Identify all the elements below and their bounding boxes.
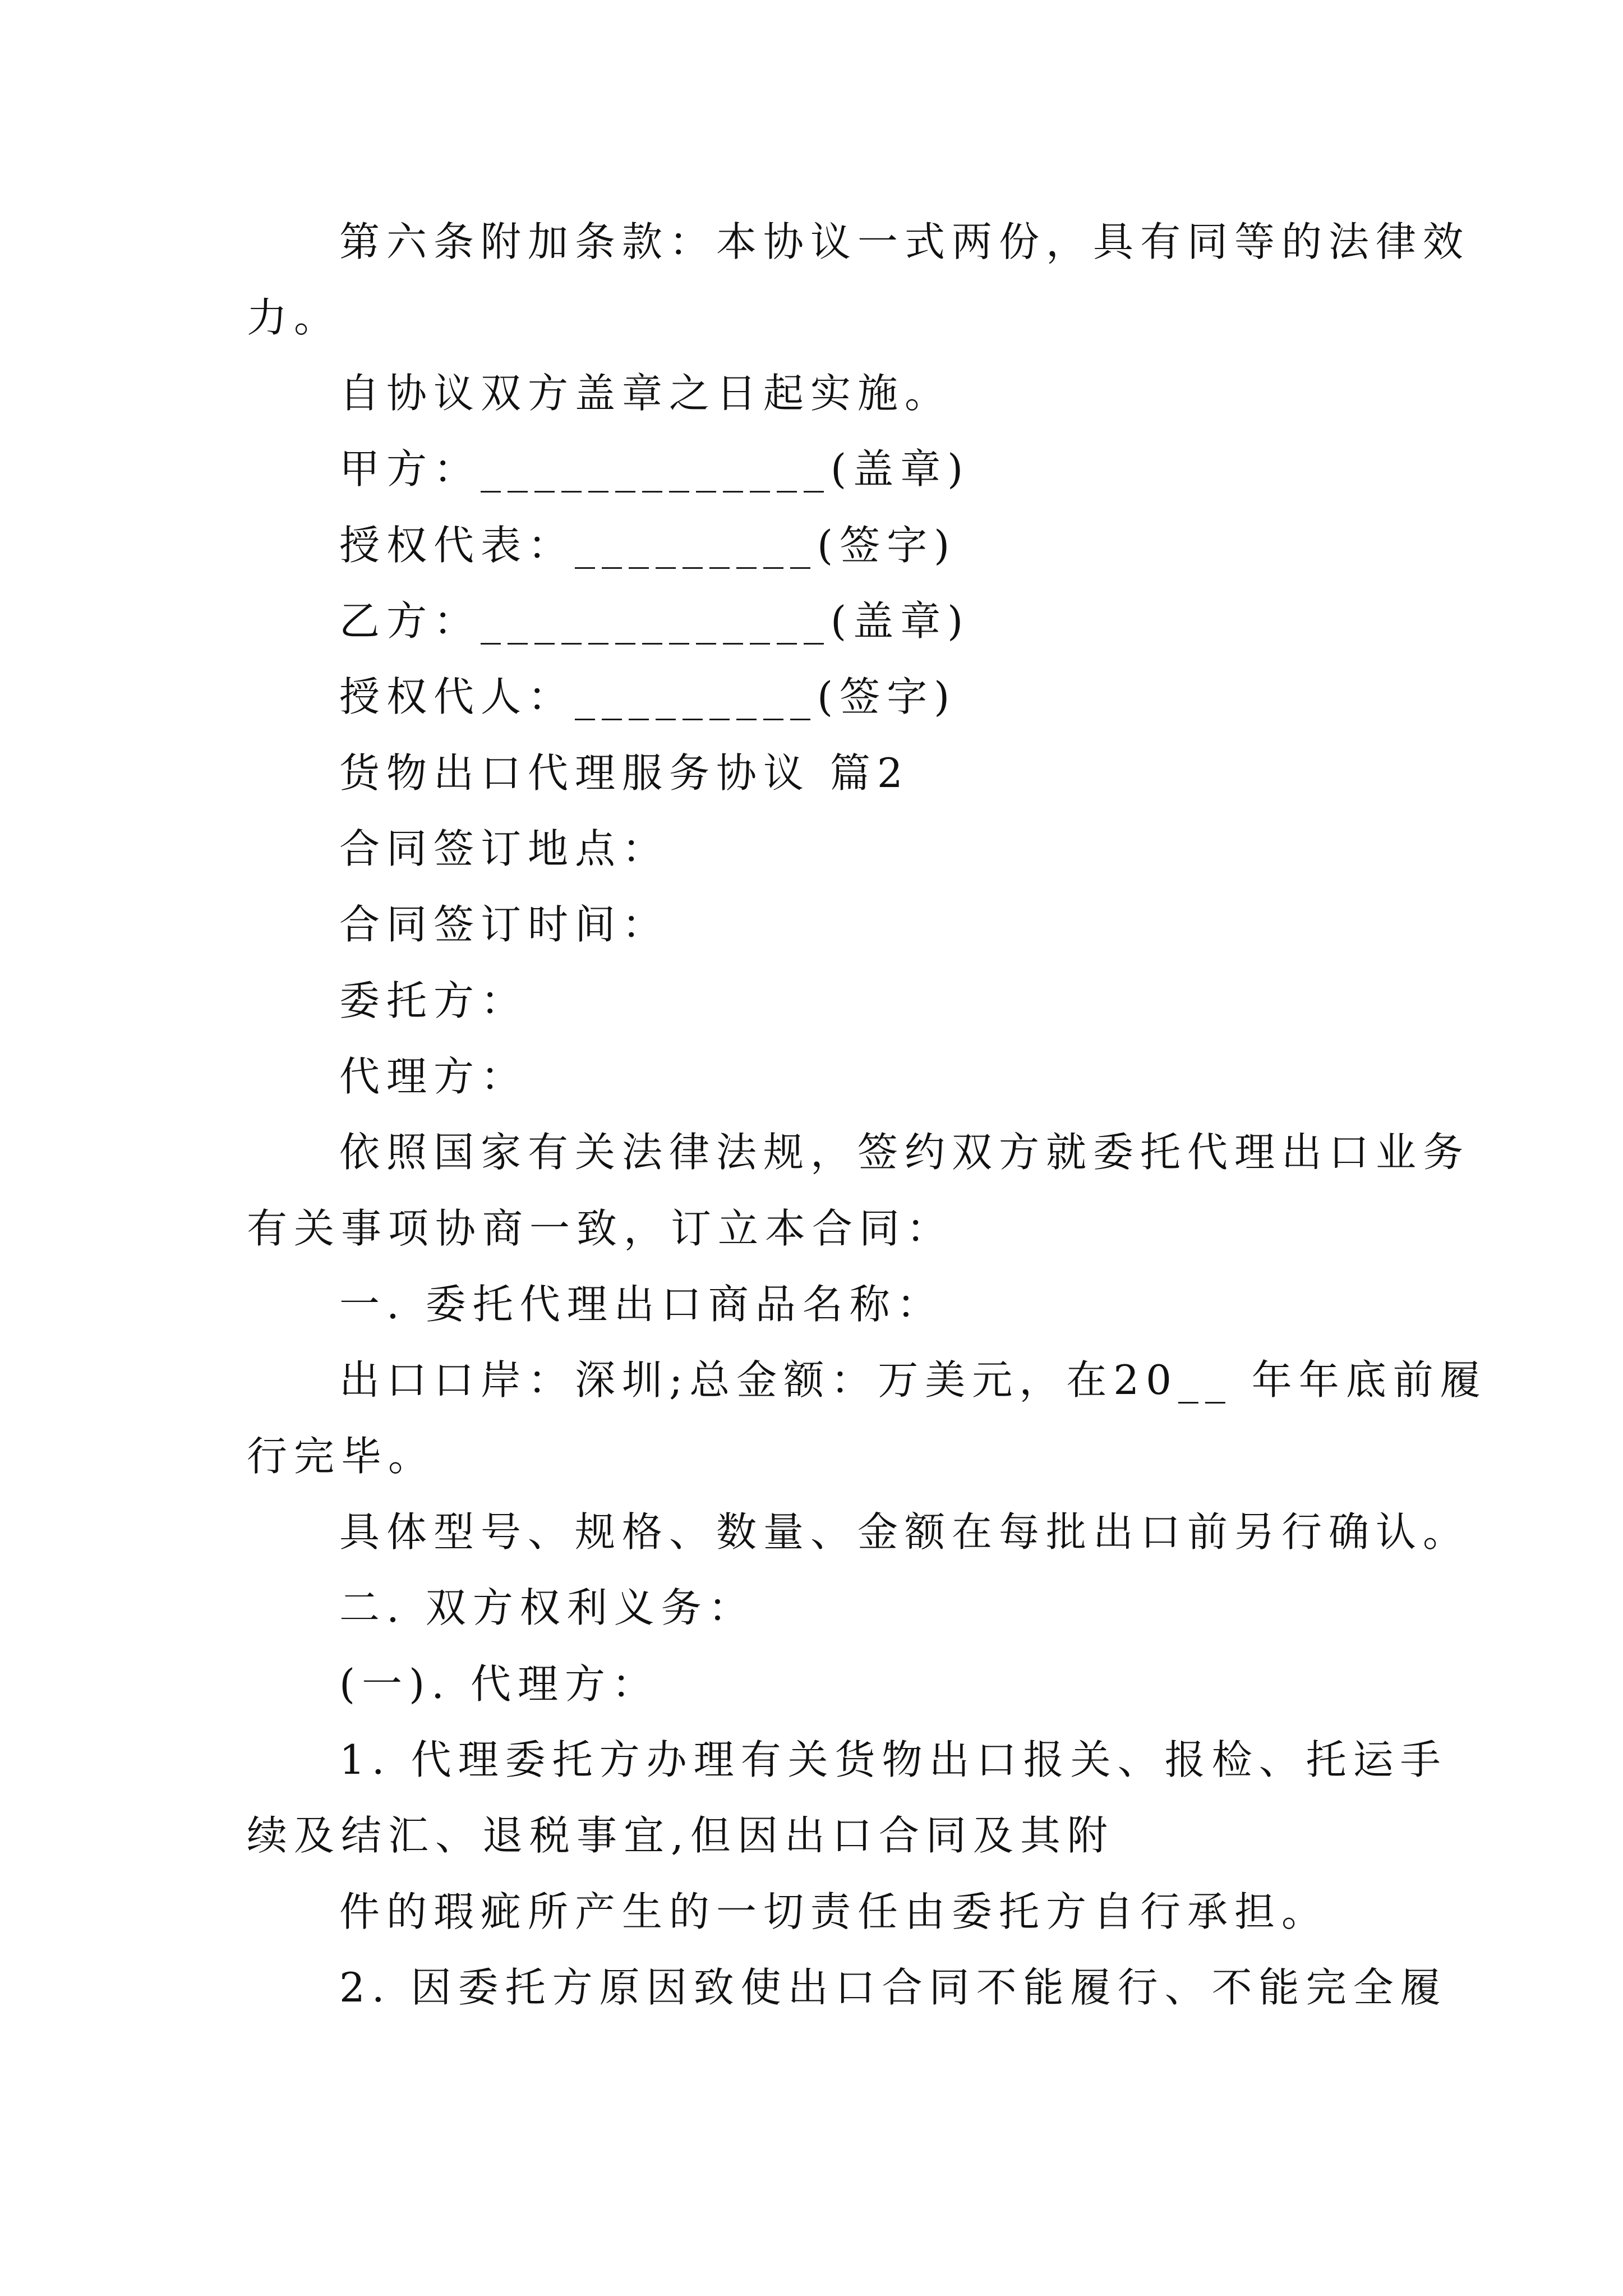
text-line: 自协议双方盖章之日起实施。 (339, 370, 952, 417)
text-line: 合同签订时间： (339, 901, 670, 948)
text-line: 代理方： (339, 1053, 528, 1100)
text-line: 2. 因委托方原因致使出口合同不能履行、不能完全履 (339, 1964, 1447, 2011)
text-line: 力。 (247, 294, 342, 341)
text-line: 委托方： (339, 977, 528, 1024)
text-line: 出口口岸：深圳;总金额：万美元，在20__ 年年底前履 (339, 1356, 1487, 1404)
text-line: 二. 双方权利义务： (339, 1584, 755, 1631)
signature-line-party-a: 甲方：_____________(盖章) (339, 445, 970, 493)
text-line: 具体型号、规格、数量、金额在每批出口前另行确认。 (339, 1508, 1470, 1556)
text-line: 依照国家有关法律法规，签约双方就委托代理出口业务 (339, 1129, 1470, 1176)
signature-line-authorized-agent: 授权代人：_________(签字) (339, 673, 957, 720)
text-line: 件的瑕疵所产生的一切责任由委托方自行承担。 (339, 1888, 1329, 1935)
signature-line-authorized-rep: 授权代表：_________(签字) (339, 522, 957, 569)
text-line: 合同签订地点： (339, 825, 670, 872)
text-line: 有关事项协商一致，订立本合同： (247, 1205, 954, 1252)
text-line: 行完毕。 (247, 1433, 436, 1480)
text-line: 1. 代理委托方办理有关货物出口报关、报检、托运手 (339, 1736, 1447, 1783)
text-line: 续及结汇、退税事宜,但因出口合同及其附 (247, 1812, 1114, 1859)
section-heading: 货物出口代理服务协议 篇2 (339, 749, 910, 797)
text-line: 一. 委托代理出口商品名称： (339, 1281, 944, 1328)
text-line: (一). 代理方： (339, 1660, 659, 1708)
text-line: 第六条附加条款：本协议一式两份，具有同等的法律效 (339, 218, 1470, 265)
signature-line-party-b: 乙方：_____________(盖章) (339, 597, 970, 645)
